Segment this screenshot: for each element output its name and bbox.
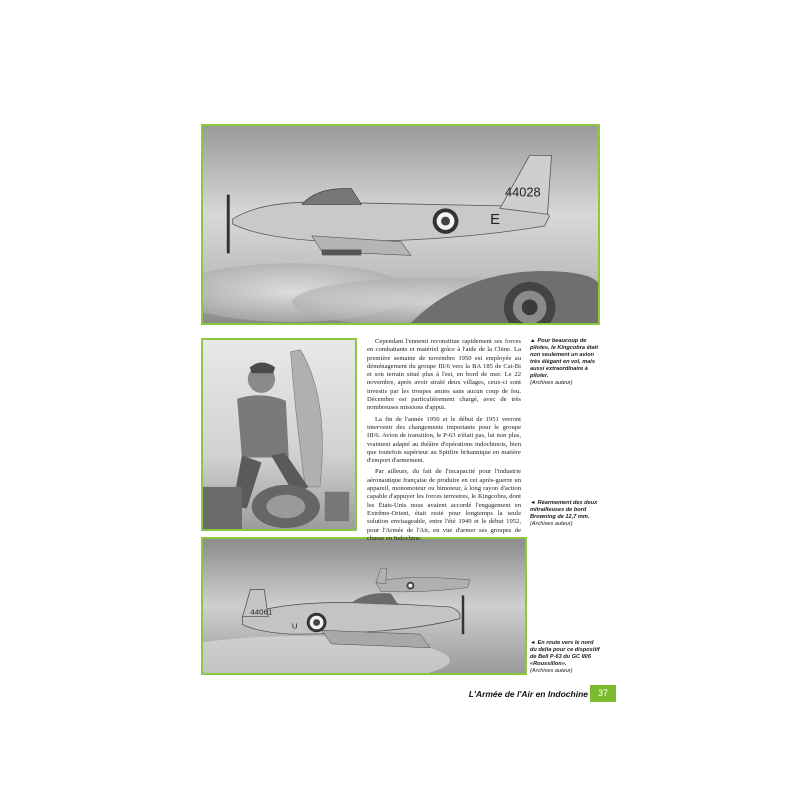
caption-text: Réarmement des deux mitrailleuses de bord Browning de 12,7 mm. — [530, 500, 598, 520]
caption-text: En route vers le nord du delta pour ce dispositif de Bell P-63 du GC III/6 «Roussillon». — [530, 640, 600, 667]
article-body — [367, 338, 521, 546]
caption-credit: (Archives auteur) — [530, 521, 573, 527]
caption-arrow-icon: ◄ — [530, 640, 536, 646]
running-footer-title: L'Armée de l'Air en Indochine — [468, 689, 588, 699]
paragraph: Cependant l'ennemi reconstitue rapidement ses forces en combattants et matériel grâce à l'aide de la Chine. La première semaine de novembre 1950 est employée au déménagement du groupe III/6 vers la BA 185 de Cat-Bi et son terrain situé plus à l'est, en bord de mer. Le 22 novembre, après avoir strafé deux villages, ceux-ci sont investis par les troupes amies sans aucun coup de feu. Décembre est particulièrement chargé, avec de très nombreuses missions d'appui. — [367, 338, 521, 412]
tail-number: 44061 — [250, 607, 273, 617]
caption-credit: (Archives auteur) — [530, 668, 573, 674]
photo-p63-formation — [201, 537, 527, 675]
fuselage-letter: U — [291, 621, 298, 631]
fuselage-letter: E — [490, 212, 501, 228]
paragraph: Par ailleurs, du fait de l'incapacité pour l'industrie aéronautique française de produire en cet après-guerre un appareil, monomoteur ou bimoteur, à long rayon d'action capable d'appuyer les forces terrestres, le Kingcobra, dont les États-Unis nous avaient accordé l'engagement en Extrême-Orient, était resté pour longtemps la seule solution envisageable, entre l'été 1949 et le début 1952, pour l'Armée de l'Air, en vue d'armer ses groupes de chasse en Indochine. — [367, 468, 521, 542]
caption-credit: (Archives auteur) — [530, 380, 573, 386]
caption-arrow-icon: ◄ — [530, 500, 536, 506]
caption-bottom-photo — [530, 640, 600, 675]
photo-mechanic-rearming — [201, 338, 357, 531]
tail-number: 44028 — [504, 184, 541, 200]
caption-left-photo — [530, 500, 600, 528]
paragraph: La fin de l'année 1950 et le début de 1951 verront intervenir des changements importants pour le groupe III/6. Avion de transition, le P-63 n'était pas, lui non plus, vraiment adapté au théâtre d'opérations indochinois, bien que toutefois supérieur au Spitfire britannique en matière d'emport d'armement. — [367, 415, 521, 465]
caption-arrow-icon: ▲ — [530, 338, 536, 344]
caption-text: Pour beaucoup de pilotes, le Kingcobra était non seulement un avion très élégant en vol, mais aussi extraordinaire à piloter. — [530, 338, 599, 379]
photo-kingcobra-in-flight — [201, 124, 600, 325]
page-number: 37 — [590, 685, 616, 702]
caption-top-photo — [530, 338, 600, 387]
